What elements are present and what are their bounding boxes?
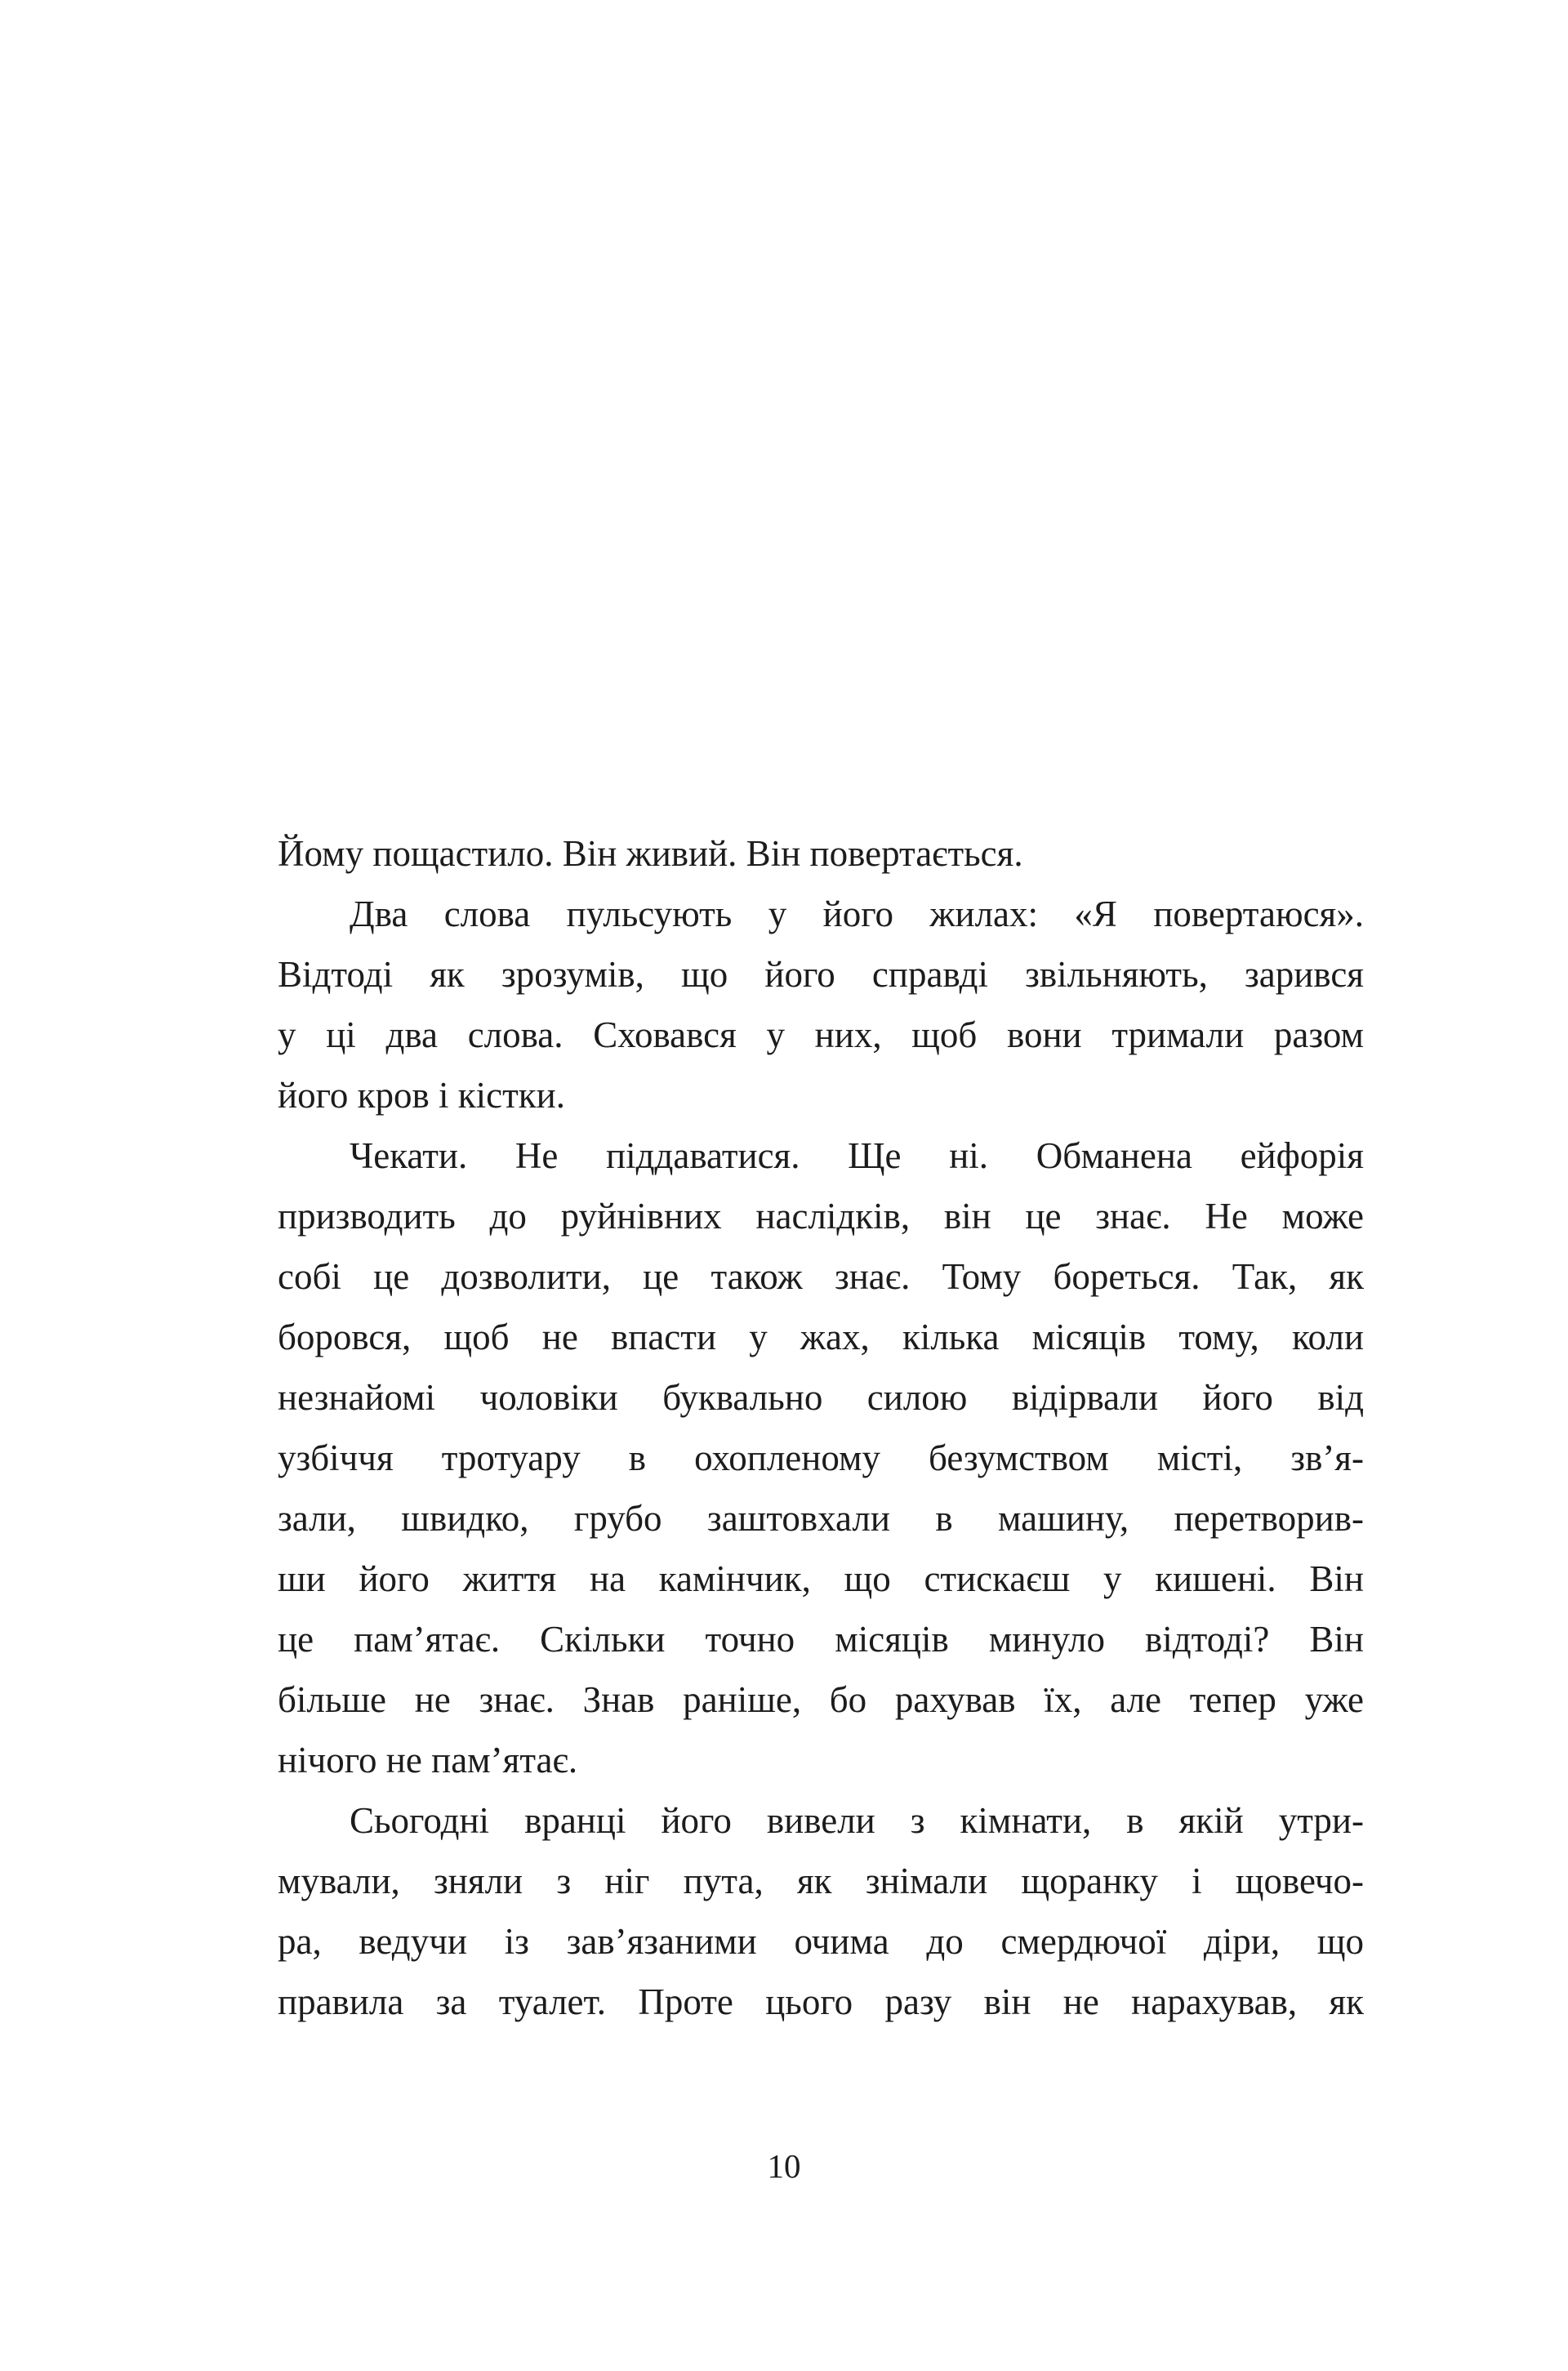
text-line: його кров і кістки. — [278, 1075, 565, 1116]
paragraph — [278, 1790, 1364, 2032]
text-line: боровся, щоб не впасти у жах, кілька місяців тому, коли — [278, 1317, 1364, 1357]
text-line: Два слова пульсують у його жилах: «Я повертаюся». — [350, 894, 1364, 934]
text-line: Йому пощастило. Він живий. Він повертається. — [278, 833, 1023, 874]
text-line: це пам’ятає. Скільки точно місяців минуло відтоді? Він — [278, 1619, 1364, 1660]
text-line: Сьогодні вранці його вивели з кімнати, в якій утри- — [350, 1800, 1364, 1841]
text-line: зали, швидко, грубо заштовхали в машину, перетворив- — [278, 1498, 1364, 1539]
paragraph — [278, 884, 1364, 1125]
text-line: ши його життя на камінчик, що стискаєш у кишені. Він — [278, 1558, 1364, 1599]
paragraph — [278, 1125, 1364, 1790]
text-line: нічого не пам’ятає. — [278, 1740, 578, 1780]
text-line: Відтоді як зрозумів, що його справді звільняють, зарився — [278, 954, 1364, 995]
text-line: більше не знає. Знав раніше, бо рахував їх, але тепер уже — [278, 1679, 1364, 1720]
text-line: незнайомі чоловіки буквально силою відірвали його від — [278, 1377, 1364, 1418]
text-line: правила за туалет. Проте цього разу він не нарахував, як — [278, 1981, 1364, 2022]
text-line: ра, ведучи із зав’язаними очима до смердючої діри, що — [278, 1921, 1364, 1962]
text-line: призводить до руйнівних наслідків, він це знає. Не може — [278, 1196, 1364, 1237]
text-line: мували, зняли з ніг пута, як знімали щоранку і щовечо- — [278, 1861, 1364, 1901]
paragraph — [278, 823, 1364, 884]
page-number: 10 — [767, 2147, 801, 2185]
text-line: узбіччя тротуару в охопленому безумством місті, зв’я- — [278, 1437, 1364, 1478]
text-line: Чекати. Не піддаватися. Ще ні. Обманена ейфорія — [350, 1135, 1364, 1176]
text-line: у ці два слова. Сховався у них, щоб вони тримали разом — [278, 1014, 1364, 1055]
text-line: собі це дозволити, це також знає. Тому бореться. Так, як — [278, 1256, 1364, 1297]
text-block — [278, 823, 1364, 2032]
